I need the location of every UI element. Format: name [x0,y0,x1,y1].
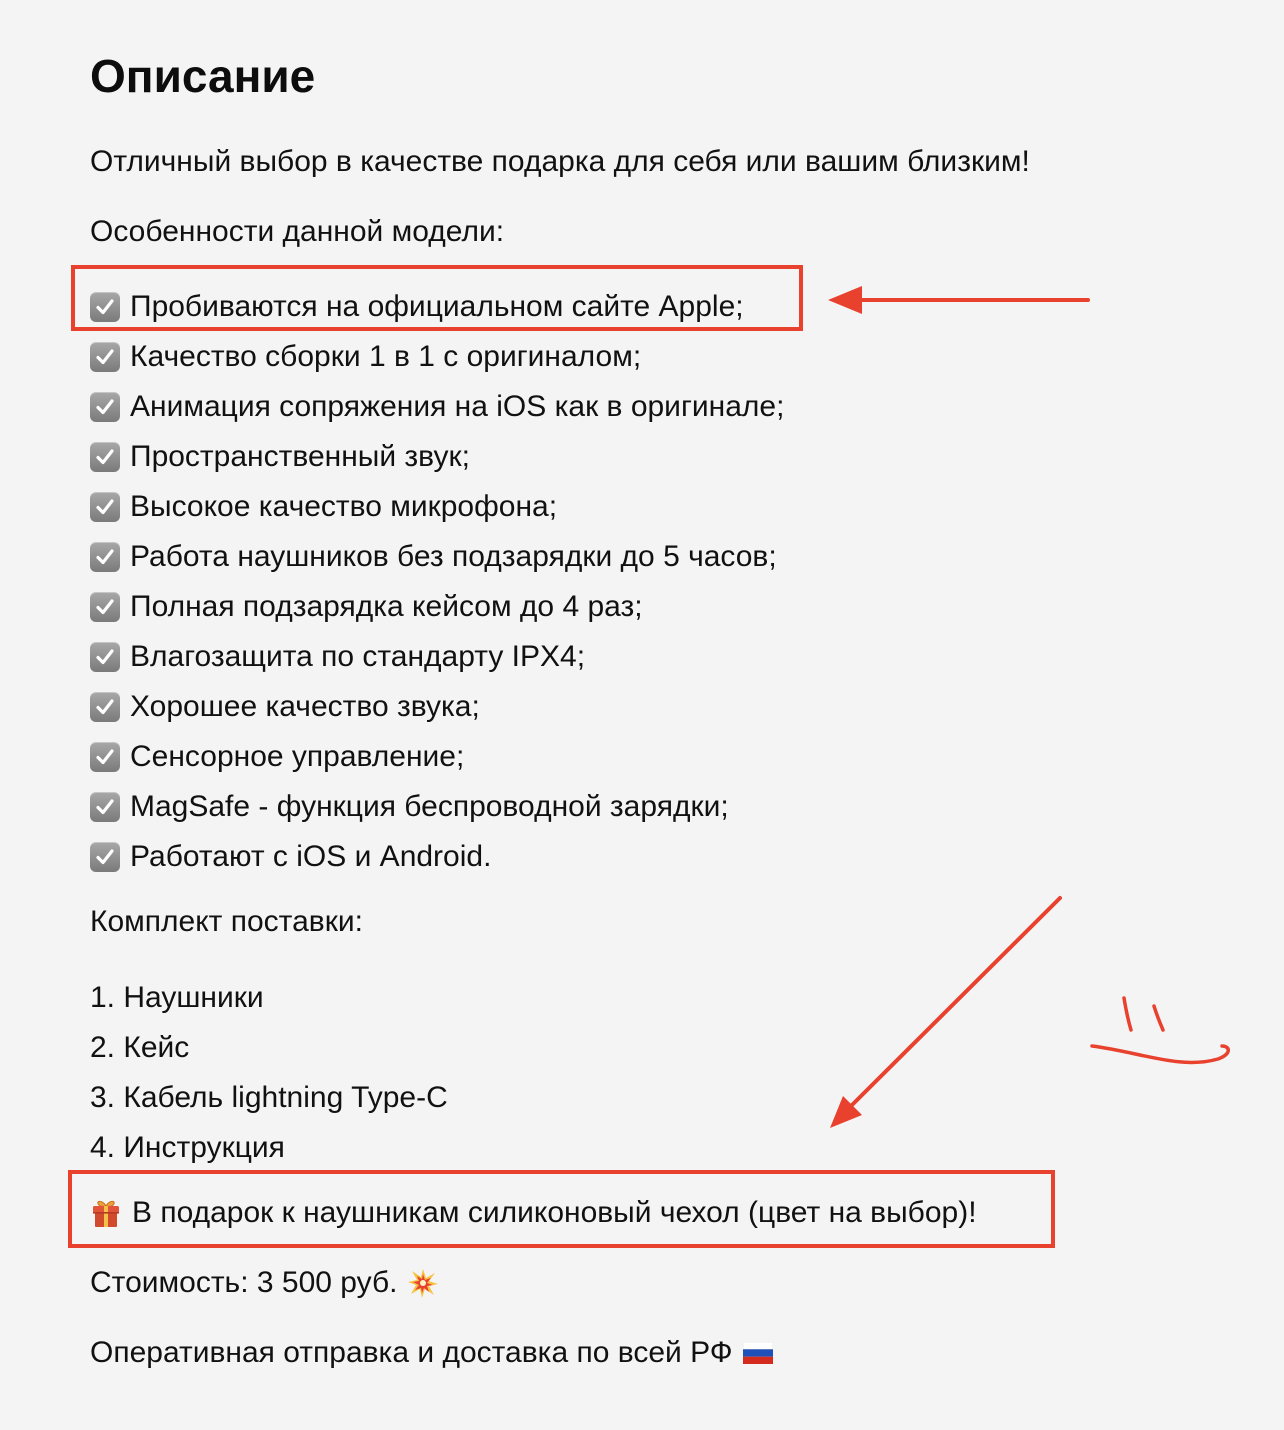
checkbox-icon [90,492,120,522]
package-item: 2. Кейс [90,1031,190,1064]
russia-flag-icon [743,1342,773,1364]
feature-label: Хорошее качество звука; [130,690,480,723]
package-item: 4. Инструкция [90,1131,285,1164]
feature-item [90,732,784,782]
arrow-left-annotation [828,286,1088,314]
feature-label: Сенсорное управление; [130,740,465,773]
checkbox-icon [90,792,120,822]
feature-label: MagSafe - функция беспроводной зарядки; [130,790,729,823]
delivery-line [90,1333,773,1373]
feature-item [90,332,784,382]
package-item: 3. Кабель lightning Type-C [90,1081,448,1114]
arrow-diagonal-annotation [830,898,1060,1128]
gift-text: В подарок к наушникам силиконовый чехол (цвет на выбор)! [132,1196,977,1229]
features-heading: Особенности данной модели: [90,215,505,248]
feature-label: Полная подзарядка кейсом до 4 раз; [130,590,643,623]
checkbox-icon [90,592,120,622]
checkbox-icon [90,542,120,572]
checkbox-icon [90,742,120,772]
feature-item [90,382,784,432]
feature-label: Пространственный звук; [130,440,470,473]
checkbox-icon [90,692,120,722]
feature-item [90,682,784,732]
feature-item [90,482,784,532]
highlight-box-gift [68,1170,1055,1248]
checkbox-icon [90,642,120,672]
highlight-box-apple [71,265,803,331]
package-item: 1. Наушники [90,981,264,1014]
collision-icon [407,1267,439,1299]
checkbox-icon [90,342,120,372]
feature-item [90,432,784,482]
checkbox-icon [90,442,120,472]
checkbox-icon [90,842,120,872]
feature-label: Влагозащита по стандарту IPX4; [130,640,586,673]
page-title: Описание [90,50,316,102]
feature-item [90,582,784,632]
intro-text: Отличный выбор в качестве подарка для себя или вашим близким! [90,145,1030,178]
smiley-doodle [1092,998,1228,1062]
price-line [90,1263,439,1303]
feature-label: Высокое качество микрофона; [130,490,558,523]
feature-label: Анимация сопряжения на iOS как в оригинале; [130,390,785,423]
delivery-text: Оперативная отправка и доставка по всей РФ [90,1336,733,1369]
checkbox-icon [90,392,120,422]
feature-item [90,832,784,882]
feature-item [90,532,784,582]
price-text: Стоимость: 3 500 руб. [90,1266,398,1299]
feature-label: Работают с iOS и Android. [130,840,492,873]
feature-label: Пробиваются на официальном сайте Apple; [130,290,744,323]
feature-item [90,632,784,682]
feature-item [90,782,784,832]
package-heading: Комплект поставки: [90,905,363,938]
features-list [90,282,784,882]
feature-label: Работа наушников без подзарядки до 5 часов; [130,540,777,573]
feature-label: Качество сборки 1 в 1 с оригиналом; [130,340,642,373]
package-list [90,973,448,1173]
